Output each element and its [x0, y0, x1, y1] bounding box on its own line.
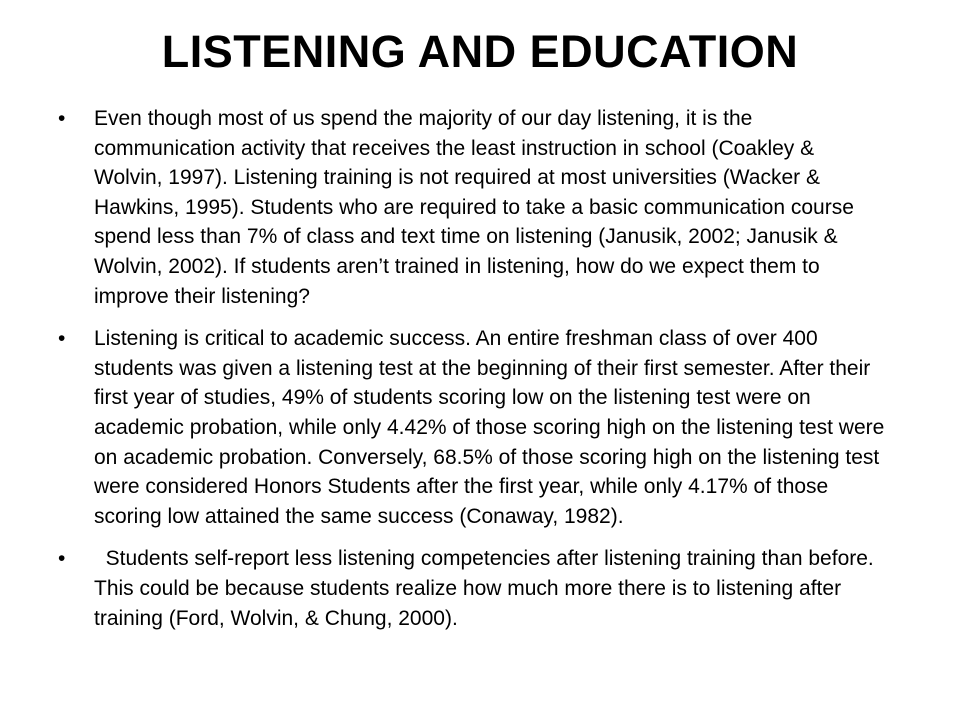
bullet-text: Even though most of us spend the majority of our day listening, it is the communication activity that receives the least instruction in school (Coakley & Wolvin, 1997). Listening training is not required at most universities (Wacker & Hawkins, 1995). Students who are required to take a basic communication course spend less than 7% of class and text time on listening (Janusik, 2002; Janusik & Wolvin, 2002). If students aren’t trained in listening, how do we expect them to improve their listening? — [94, 107, 860, 308]
slide-title: LISTENING AND EDUCATION — [161, 26, 799, 77]
bullet-text: Students self-report less listening competencies after listening training than before. This could be because students realize how much more there is to listening after training (Ford, Wolvin, & Chung, 2000). — [94, 547, 880, 630]
bullet-item-3 — [58, 544, 888, 633]
bullet-list — [58, 104, 891, 646]
bullet-dot-icon: • — [58, 327, 66, 351]
bullet-dot-icon: • — [58, 547, 66, 571]
bullet-item-2 — [58, 324, 891, 531]
bullet-item-1 — [58, 104, 888, 311]
bullet-text: Listening is critical to academic success. An entire freshman class of over 400 students was given a listening test at the beginning of their first semester. After their first year of studies, 49% of students scoring low on the listening test were on academic probation, while only 4.42% of those scoring high on the listening test were on academic probation. Conversely, 68.5% of those scoring high on the listening test were considered Honors Students after the first year, while only 4.17% of those scoring low attained the same success (Conaway, 1982). — [94, 327, 891, 528]
bullet-dot-icon: • — [58, 107, 66, 130]
